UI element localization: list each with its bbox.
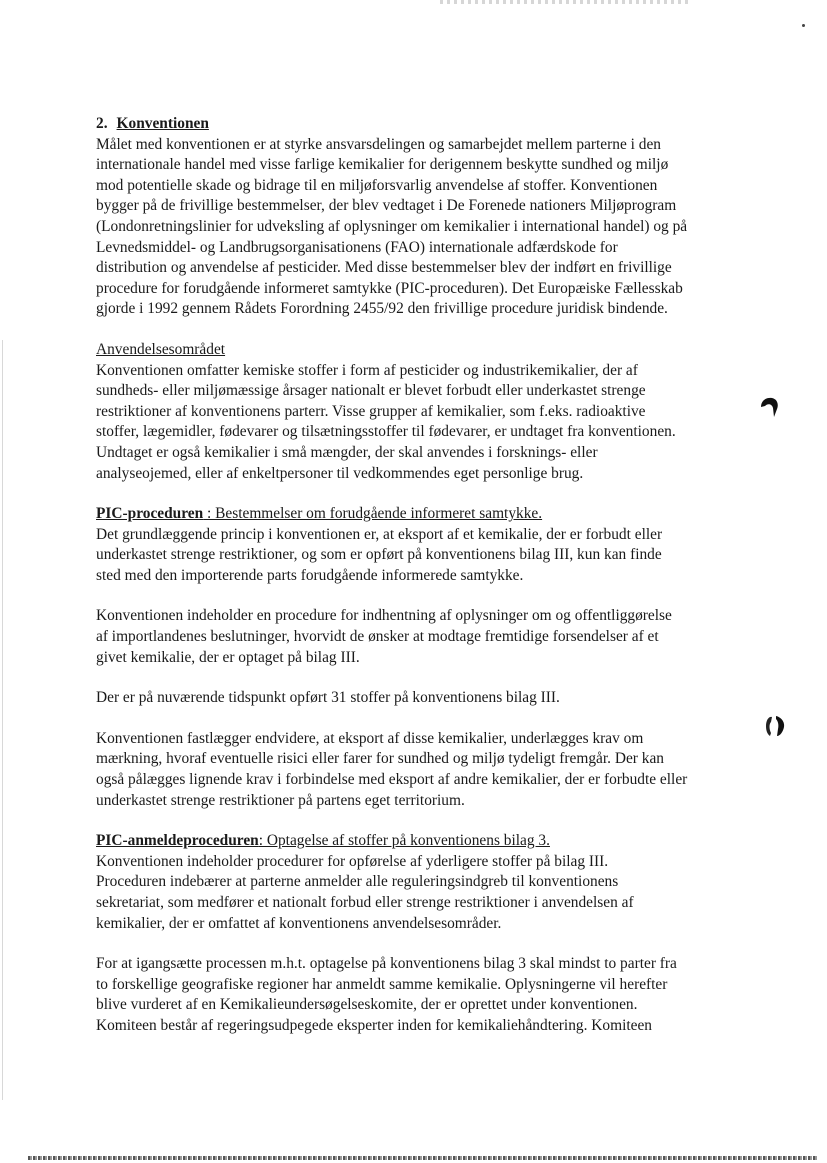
text-line: Undtaget er også kemikalier i små mængder, der skal anvendes i forsknings- eller bbox=[96, 443, 598, 461]
pic-paragraph-procedure bbox=[96, 606, 751, 668]
text-line: internationale handel med visse farlige kemikalier for derigennem beskytte sundhed og miljø bbox=[96, 156, 669, 174]
text-line: givet kemikalie, der er optaget på bilag III. bbox=[96, 648, 360, 666]
intro-paragraph bbox=[96, 135, 751, 320]
text-line: blive vurderet af en Kemikalieundersøgelseskomite, der er oprettet under konventionen. bbox=[96, 996, 638, 1014]
scan-edge-top bbox=[440, 0, 690, 4]
notification-heading-subtitle: : Optagelse af stoffer på konventionens bilag 3. bbox=[258, 832, 550, 850]
notification-paragraph-procedures bbox=[96, 852, 751, 934]
section-heading bbox=[96, 114, 751, 135]
text-line: to forskellige geografiske regioner har anmeldt samme kemikalie. Oplysningerne vil herefter bbox=[96, 975, 668, 993]
text-line: bygger på de frivillige bestemmelser, der blev vedtaget i De Forenede nationers Miljøprogram bbox=[96, 197, 677, 215]
text-line: Komiteen består af regeringsudpegede eksperter inden for kemikaliehåndtering. Komiteen bbox=[96, 1016, 652, 1034]
text-line: stoffer, lægemidler, fødevarer og tilsætningsstoffer til fødevarer, er undtaget fra konventionen. bbox=[96, 423, 676, 441]
notification-procedure-heading bbox=[96, 831, 751, 852]
pic-paragraph-principle bbox=[96, 525, 751, 587]
punch-hole-mark bbox=[764, 714, 786, 738]
text-line: sted med den importerende parts forudgående informerede samtykke. bbox=[96, 566, 524, 584]
text-line: mod potentielle skade og bidrage til en miljøforsvarlig anvendelse af stoffer. Konventionen bbox=[96, 176, 658, 194]
pic-heading-term: PIC-proceduren bbox=[96, 505, 204, 523]
text-line: restriktioner af konventionens parterr. Visse grupper af kemikalier, som f.eks. radioaktive bbox=[96, 402, 646, 420]
text-line: Det grundlæggende princip i konventionen er, at eksport af et kemikalie, der er forbudt eller bbox=[96, 525, 663, 543]
text-line: sundheds- eller miljømæssige årsager nationalt er blevet forbudt eller underkastet strenge bbox=[96, 382, 646, 400]
scan-edge-bottom bbox=[28, 1156, 818, 1160]
text-line: Konventionen indeholder procedurer for opførelse af yderligere stoffer på bilag III. bbox=[96, 852, 609, 870]
text-line: For at igangsætte processen m.h.t. optagelse på konventionens bilag 3 skal mindst to parter fra bbox=[96, 955, 677, 973]
text-line: også pålægges lignende krav i forbindelse med eksport af andre kemikalier, der er forbudte eller bbox=[96, 771, 688, 789]
pic-paragraph-count bbox=[96, 688, 751, 709]
text-line: sekretariat, som medfører et nationalt forbud eller strenge restriktioner i anvendelsen af bbox=[96, 894, 634, 911]
text-line: mærkning, hvoraf eventuelle risici eller farer for sundhed og miljø tydeligt fremgår. Der kan bbox=[96, 750, 664, 768]
scan-speck bbox=[802, 24, 805, 27]
section-title: Konventionen bbox=[116, 115, 209, 132]
text-line: analyseojemed, eller af enkeltpersoner til vedkommendes eget personlige brug. bbox=[96, 464, 584, 482]
text-line: Konventionen indeholder en procedure for indhentning af oplysninger om og offentliggørelse bbox=[96, 607, 672, 625]
text-line: Proceduren indebærer at parterne anmelder alle reguleringsindgreb til konventionens bbox=[96, 873, 619, 891]
text-line: gjorde i 1992 gennem Rådets Forordning 2455/92 den frivillige procedure juridisk bindende. bbox=[96, 300, 668, 318]
section-number: 2. bbox=[96, 115, 108, 132]
text-line: af importlandenes beslutninger, hvorvidt de ønsker at modtage fremtidige forsendelser af et bbox=[96, 628, 659, 646]
text-line: Målet med konventionen er at styrke ansvarsdelingen og samarbejdet mellem parterne i den bbox=[96, 135, 661, 153]
text-line: kemikalier, der er omfattet af konventionens anvendelsesområder. bbox=[96, 914, 502, 932]
scan-edge-left bbox=[2, 340, 3, 1100]
document-body bbox=[96, 114, 751, 1037]
text-line: Konventionen omfatter kemiske stoffer i form af pesticider og industrikemikalier, der af bbox=[96, 361, 638, 379]
notification-heading-term: PIC-anmeldeproceduren bbox=[96, 832, 259, 850]
text-line: underkastet strenge restriktioner på partens eget territorium. bbox=[96, 791, 465, 809]
punch-hole-mark bbox=[758, 395, 780, 419]
text-line: (Londonretningslinier for udveksling af oplysninger om kemikalier i international handel) og på bbox=[96, 217, 688, 235]
text-line: Der er på nuværende tidspunkt opført 31 stoffer på konventionens bilag III. bbox=[96, 689, 560, 707]
text-line: Levnedsmiddel- og Landbrugsorganisationens (FAO) internationale adfærdskode for bbox=[96, 238, 618, 256]
scope-paragraph bbox=[96, 361, 751, 485]
notification-paragraph-process bbox=[96, 954, 751, 1036]
text-line: Konventionen fastlægger endvidere, at eksport af disse kemikalier, underlægges krav om bbox=[96, 729, 644, 747]
text-line: distribution og anvendelse af pesticider. Med disse bestemmelser blev der indført en frivillige bbox=[96, 259, 672, 277]
pic-heading-subtitle: : Bestemmelser om forudgående informeret samtykke. bbox=[203, 505, 543, 523]
pic-procedure-heading bbox=[96, 504, 751, 525]
pic-paragraph-labelling bbox=[96, 729, 751, 811]
text-line: procedure for forudgående informeret samtykke (PIC-proceduren). Det Europæiske Fællesskab bbox=[96, 279, 683, 297]
scope-heading: Anvendelsesområdet bbox=[96, 340, 226, 358]
text-line: underkastet strenge restriktioner, og som er opført på konventionens bilag III, kun kan finde bbox=[96, 546, 662, 564]
